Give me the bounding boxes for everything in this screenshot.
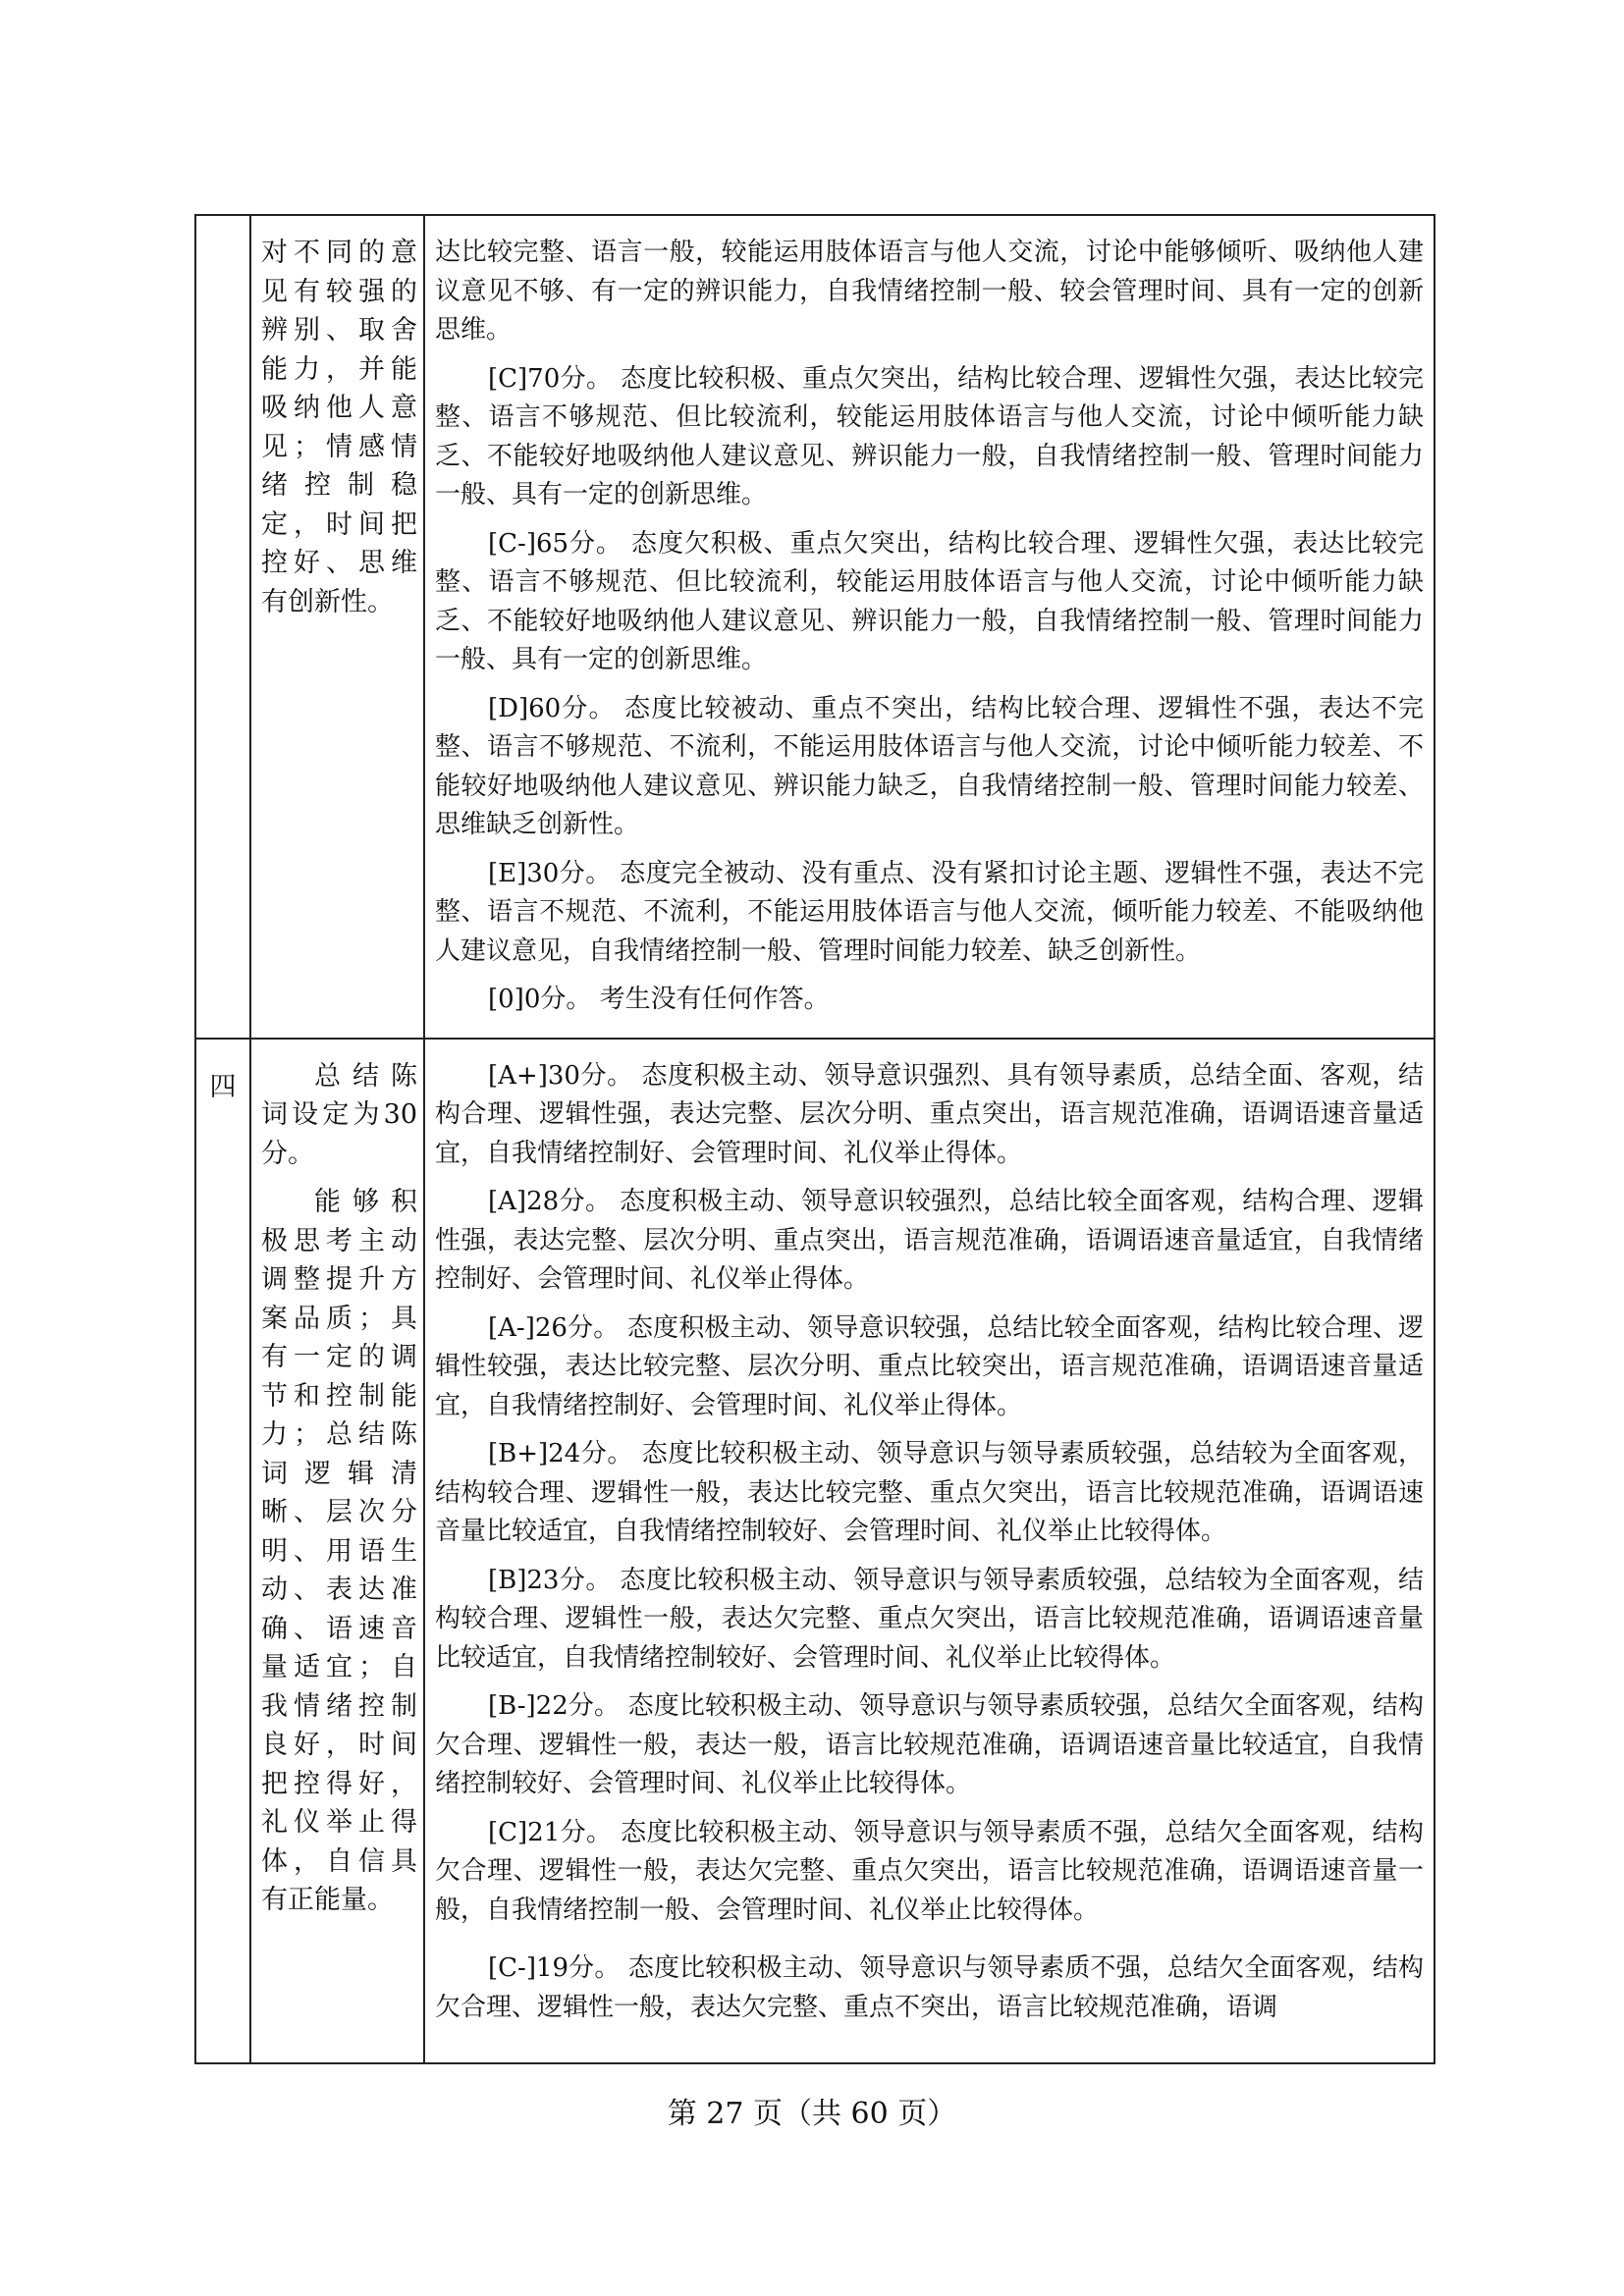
grade-description: [D]60分。 态度比较被动、重点不突出，结构比较合理、逻辑性不强，表达不完整、语言不够规范、不流利，不能运用肢体语言与他人交流，讨论中倾听能力较差、不能较好地吸纳他人建议意见、辨识能力缺乏，自我情绪控制一般、管理时间能力较差、思维缺乏创新性。 <box>435 693 1424 839</box>
row-index <box>196 216 249 241</box>
table-row <box>195 215 1435 1039</box>
grade-description: [C-]65分。 态度欠积极、重点欠突出，结构比较合理、逻辑性欠强，表达比较完整、语言不够规范、但比较流利，较能运用肢体语言与他人交流，讨论中倾听能力缺乏、不能较好地吸纳他人建议意见、辨识能力一般，自我情绪控制一般、管理时间能力一般、具有一定的创新思维。 <box>435 528 1424 674</box>
criteria-text: 能够积极思考主动调整提升方案品质；具有一定的调节和控制能力；总结陈词逻辑清晰、层次分明、用语生动、表达准确、语速音量适宜；自我情绪控制良好，时间把控得好，礼仪举止得体，自信具有正能量。 <box>261 1187 417 1915</box>
table-row <box>195 1039 1435 2063</box>
criteria-cell <box>250 1039 424 2063</box>
grade-description: [A+]30分。 态度积极主动、领导意识强烈、具有领导素质，总结全面、客观，结构合理、逻辑性强，表达完整、层次分明、重点突出，语言规范准确，语调语速音量适宜，自我情绪控制好、会管理时间、礼仪举止得体。 <box>435 1060 1424 1168</box>
grade-description: [0]0分。 考生没有任何作答。 <box>488 985 830 1014</box>
grade-description: [C]70分。 态度比较积极、重点欠突出，结构比较合理、逻辑性欠强，表达比较完整、语言不够规范、但比较流利，较能运用肢体语言与他人交流，讨论中倾听能力缺乏、不能较好地吸纳他人建议意见、辨识能力一般，自我情绪控制一般、管理时间能力一般、具有一定的创新思维。 <box>435 363 1424 509</box>
grade-description: [A]28分。 态度积极主动、领导意识较强烈，总结比较全面客观，结构合理、逻辑性强，表达完整、层次分明、重点突出，语言规范准确，语调语速音量适宜，自我情绪控制好、会管理时间、礼仪举止得体。 <box>435 1187 1424 1294</box>
grade-description: [B+]24分。 态度比较积极主动、领导意识与领导素质较强，总结较为全面客观，结构较合理、逻辑性一般，表达比较完整、重点欠突出，语言比较规范准确，语调语速音量比较适宜，自我情绪控制较好、会管理时间、礼仪举止比较得体。 <box>435 1439 1424 1546</box>
grade-description: [C]21分。 态度比较积极主动、领导意识与领导素质不强，总结欠全面客观，结构欠合理、逻辑性一般，表达欠完整、重点欠突出，语言比较规范准确，语调语速音量一般，自我情绪控制一般、会管理时间、礼仪举止比较得体。 <box>435 1817 1424 1925</box>
grade-description: [B-]22分。 态度比较积极主动、领导意识与领导素质较强，总结欠全面客观，结构欠合理、逻辑性一般，表达一般，语言比较规范准确，语调语速音量比较适宜，自我情绪控制较好、会管理时间、礼仪举止比较得体。 <box>435 1691 1424 1798</box>
criteria-cell <box>250 215 424 1039</box>
scoring-table <box>194 214 1435 2064</box>
criteria-text: 对不同的意见有较强的辨别、取舍能力，并能吸纳他人意见；情感情绪控制稳定，时间把控好、思维有创新性。 <box>261 238 417 617</box>
row-index: 四 <box>209 1071 237 1102</box>
description-cell <box>424 1039 1435 2063</box>
page-number: 第 27 页（共 60 页） <box>667 2097 957 2131</box>
criteria-text: 总结陈词设定为30分。 <box>261 1060 417 1169</box>
grade-description: [B]23分。 态度比较积极主动、领导意识与领导素质较强，总结较为全面客观，结构较合理、逻辑性一般，表达欠完整、重点欠突出，语言比较规范准确，语调语速音量比较适宜，自我情绪控制较好、会管理时间、礼仪举止比较得体。 <box>435 1565 1424 1673</box>
row-index-cell <box>195 1039 250 2063</box>
row-index-cell <box>195 215 250 1039</box>
description-cell <box>424 215 1435 1039</box>
grade-description: [C-]19分。 态度比较积极主动、领导意识与领导素质不强，总结欠全面客观，结构欠合理、逻辑性一般，表达欠完整、重点不突出，语言比较规范准确，语调 <box>435 1953 1424 2022</box>
grade-description: 达比较完整、语言一般，较能运用肢体语言与他人交流，讨论中能够倾听、吸纳他人建议意见不够、有一定的辨识能力，自我情绪控制一般、较会管理时间、具有一定的创新思维。 <box>435 238 1424 345</box>
grade-description: [A-]26分。 态度积极主动、领导意识较强，总结比较全面客观，结构比较合理、逻辑性较强，表达比较完整、层次分明、重点比较突出，语言规范准确，语调语速音量适宜，自我情绪控制好、会管理时间、礼仪举止得体。 <box>435 1312 1424 1420</box>
grade-description: [E]30分。 态度完全被动、没有重点、没有紧扣讨论主题、逻辑性不强，表达不完整、语言不规范、不流利，不能运用肢体语言与他人交流，倾听能力较差、不能吸纳他人建议意见，自我情绪控制一般、管理时间能力较差、缺乏创新性。 <box>435 858 1424 966</box>
